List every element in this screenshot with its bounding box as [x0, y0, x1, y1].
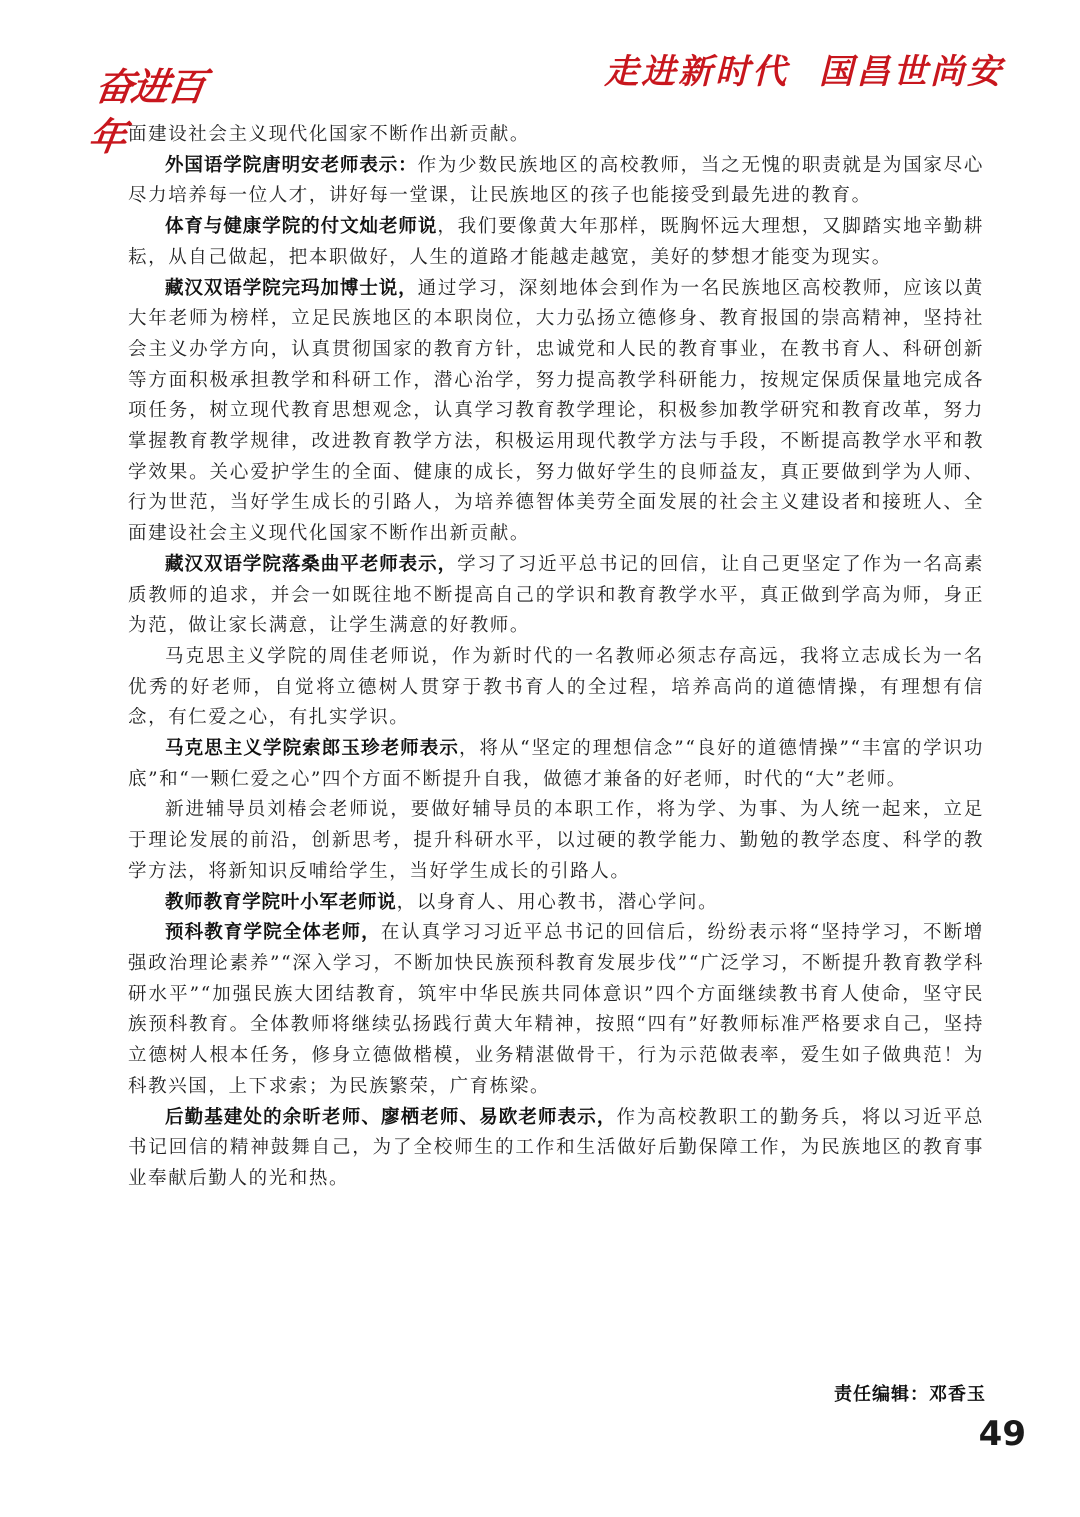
paragraph-text: ，我们要像黄大年那样，既胸怀远大理想，又脚踏实地辛勤耕耘，从自己做起，把本职做好，人生的道路才能越走越宽，美好的梦想才能变为现实。: [128, 216, 985, 268]
paragraph: [128, 151, 984, 212]
paragraph: [128, 734, 984, 795]
paragraph-lead: 预科教育学院全体老师，: [165, 922, 381, 944]
paragraph: [128, 212, 984, 273]
paragraph-text: 作为少数民族地区的高校教师，当之无愧的职责就是为国家尽心尽力培养每一位人才，讲好每一堂课，让民族地区的孩子也能接受到最先进的教育。: [128, 154, 984, 207]
article-body: [128, 120, 984, 1195]
page-number: 49: [978, 1414, 1026, 1454]
paragraph-text: 学习了习近平总书记的回信，让自己更坚定了作为一名高素质教师的追求，并会一如既往地不断提高自己的学识和教育教学水平，真正做到学高为师，身正为范，做让家长满意，让学生满意的好教师。: [128, 553, 984, 637]
paragraph-lead: 外国语学院唐明安老师表示：: [165, 154, 418, 176]
paragraph-text: 通过学习，深刻地体会到作为一名民族地区高校教师，应该以黄大年老师为榜样，立足民族地区的本职岗位，大力弘扬立德修身、教育报国的崇高精神，坚持社会主义办学方向，认真贯彻国家的教育方针，忠诚党和人民的教育事业，在教书育人、科研创新等方面积极承担教学和科研工作，潜心治学，努力提高教学科研能力，按规定保质保量地完成各项任务，树立现代教育思想观念，认真学习教育教学理论，积极参加教学研究和教育改革，努力掌握教育教学规律，改进教育教学方法，积极运用现代教学方法与手段，不断提高教学水平和教学效果。关心爱护学生的全面、健康的成长，努力做好学生的良师益友，真正要做到学为人师、行为世范，当好学生成长的引路人，为培养德智体美劳全面发展的社会主义建设者和接班人、全面建设社会主义现代化国家不断作出新贡献。: [128, 277, 984, 545]
paragraph: [128, 274, 984, 550]
paragraph-text: 在认真学习习近平总书记的回信后，纷纷表示将“坚持学习，不断增强政治理论素养”“深入学习，不断加快民族预科教育发展步伐”“广泛学习，不断提升教育教学科研水平”“加强民族大团结教育，筑牢中华民族共同体意识”四个方面继续教书育人使命，坚守民族预科教育。全体教师将继续弘扬践行黄大年精神，按照“四有”好教师标准严格要求自己，坚持立德树人根本任务，修身立德做楷模，业务精湛做骨干，行为示范做表率，爱生如子做典范！为科教兴国，上下求索；为民族繁荣，广育栋梁。: [128, 922, 984, 1097]
paragraph-lead: 藏汉双语学院完玛加博士说，: [165, 277, 418, 299]
logo-text: 奋进百年: [85, 65, 207, 159]
header-slogan: 走进新时代 国昌世尚安: [604, 52, 1004, 92]
paragraph-text: 马克思主义学院的周佳老师说，作为新时代的一名教师必须志存高远，我将立志成长为一名优秀的好老师，自觉将立德树人贯穿于教书育人的全过程，培养高尚的道德情操，有理想有信念，有仁爱之心，有扎实学识。: [128, 645, 984, 729]
paragraph: [128, 120, 984, 151]
paragraph: [128, 795, 984, 887]
paragraph: [128, 642, 984, 734]
paragraph-lead: 后勤基建处的余昕老师、廖栖老师、易欧老师表示，: [165, 1106, 617, 1128]
paragraph: [128, 1103, 984, 1195]
responsible-editor: 责任编辑：邓香玉: [834, 1384, 986, 1405]
paragraph-lead: 马克思主义学院索郎玉珍老师表示: [165, 738, 459, 760]
paragraph-text: ，将从“坚定的理想信念”“良好的道德情操”“丰富的学识功底”和“一颗仁爱之心”四个方面不断提升自我，做德才兼备的好老师，时代的“大”老师。: [128, 738, 984, 790]
paragraph-text: 新进辅导员刘椿会老师说，要做好辅导员的本职工作，将为学、为事、为人统一起来，立足于理论发展的前沿，创新思考，提升科研水平，以过硬的教学能力、勤勉的教学态度、科学的教学方法，将新知识反哺给学生，当好学生成长的引路人。: [128, 799, 984, 882]
paragraph: [128, 918, 984, 1102]
paragraph-text: 作为高校教职工的勤务兵，将以习近平总书记回信的精神鼓舞自己，为了全校师生的工作和生活做好后勤保障工作，为民族地区的教育事业奉献后勤人的光和热。: [128, 1106, 984, 1189]
paragraph: [128, 550, 984, 642]
logo: [85, 62, 222, 159]
paragraph-text: ，以身育人、用心教书，潜心学问。: [396, 891, 719, 913]
paragraph-text: 面建设社会主义现代化国家不断作出新贡献。: [128, 124, 531, 145]
paragraph-lead: 教师教育学院叶小军老师说: [165, 891, 397, 913]
paragraph: [128, 888, 984, 919]
paragraph-lead: 体育与健康学院的付文灿老师说: [165, 216, 438, 238]
paragraph-lead: 藏汉双语学院落桑曲平老师表示，: [165, 553, 458, 575]
